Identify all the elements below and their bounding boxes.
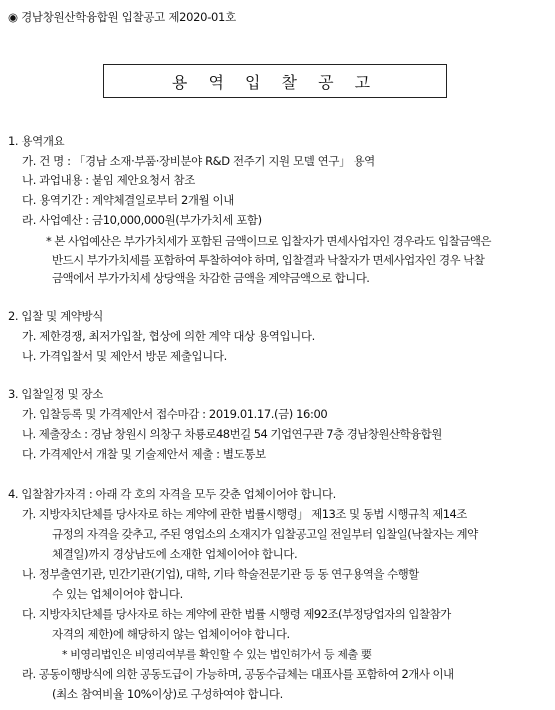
page-title [103,64,447,98]
list-item-continuation: (최소 참여비율 10%이상)로 구성하여야 합니다. [52,687,283,701]
list-item: 가. 제한경쟁, 최저가입찰, 협상에 의한 계약 대상 용역입니다. [22,329,315,343]
list-item: 가. 건 명 : 「경남 소재·부품·장비분야 R&D 전주기 지원 모델 연구」 용역 [22,154,375,168]
section-heading: 3. 입찰일정 및 장소 [8,387,103,401]
list-item-continuation: 체결일)까지 경상남도에 소재한 업체이어야 합니다. [52,547,298,561]
list-item: 다. 지방자치단체를 당사자로 하는 계약에 관한 법률 시행령 제92조(부정당업자의 입찰참가 [22,607,451,621]
note-line: * 본 사업예산은 부가가치세가 포함된 금액이므로 입찰자가 면세사업자인 경우라도 입찰금액은 [46,234,491,248]
list-item: 라. 공동이행방식에 의한 공동도급이 가능하며, 공동수급체는 대표사를 포함하여 2개사 이내 [22,667,454,681]
list-item: 나. 가격입찰서 및 제안서 방문 제출입니다. [22,349,227,363]
notice-number-header: ◉ 경남창원산학융합원 입찰공고 제2020-01호 [8,10,236,24]
list-item: 나. 제출장소 : 경남 창원시 의창구 차룡로48번길 54 기업연구관 7층 경남창원산학융합원 [22,427,442,441]
note-line: 금액에서 부가가치세 상당액을 차감한 금액을 계약금액으로 합니다. [52,271,370,285]
list-item: 다. 가격제안서 개찰 및 기술제안서 제출 : 별도통보 [22,447,266,461]
list-item-continuation: 규정의 자격을 갖추고, 주된 영업소의 소재지가 입찰공고일 전일부터 입찰일(낙찰자는 계약 [52,527,478,541]
list-item: 라. 사업예산 : 금10,000,000원(부가가치세 포함) [22,213,262,227]
list-item-continuation: 자격의 제한)에 해당하지 않는 업체이어야 합니다. [52,627,290,641]
list-item: 가. 입찰등록 및 가격제안서 접수마감 : 2019.01.17.(금) 16:00 [22,407,328,421]
list-item-continuation: 수 있는 업체이어야 합니다. [52,587,183,601]
list-item: 다. 용역기간 : 계약체결일로부터 2개월 이내 [22,193,234,207]
page-title-text: 용 역 입 찰 공 고 [171,72,379,92]
list-item: 나. 과업내용 : 붙임 제안요청서 참조 [22,173,195,187]
section-heading: 1. 용역개요 [8,134,65,148]
section-heading: 4. 입찰참가자격 : 아래 각 호의 자격을 모두 갖춘 업체이어야 합니다. [8,487,336,501]
list-item: 가. 지방자치단체를 당사자로 하는 계약에 관한 법률시행령」 제13조 및 동법 시행규칙 제14조 [22,507,467,521]
note-line: * 비영리법인은 비영리여부를 확인할 수 있는 법인허가서 등 제출 要 [62,648,372,661]
list-item: 나. 정부출연기관, 민간기관(기업), 대학, 기타 학술전문기관 등 동 연구용역을 수행할 [22,567,419,581]
section-heading: 2. 입찰 및 계약방식 [8,309,103,323]
note-line: 반드시 부가가치세를 포함하여 투찰하여야 하며, 입찰결과 낙찰자가 면세사업자인 경우 낙찰 [52,253,485,267]
